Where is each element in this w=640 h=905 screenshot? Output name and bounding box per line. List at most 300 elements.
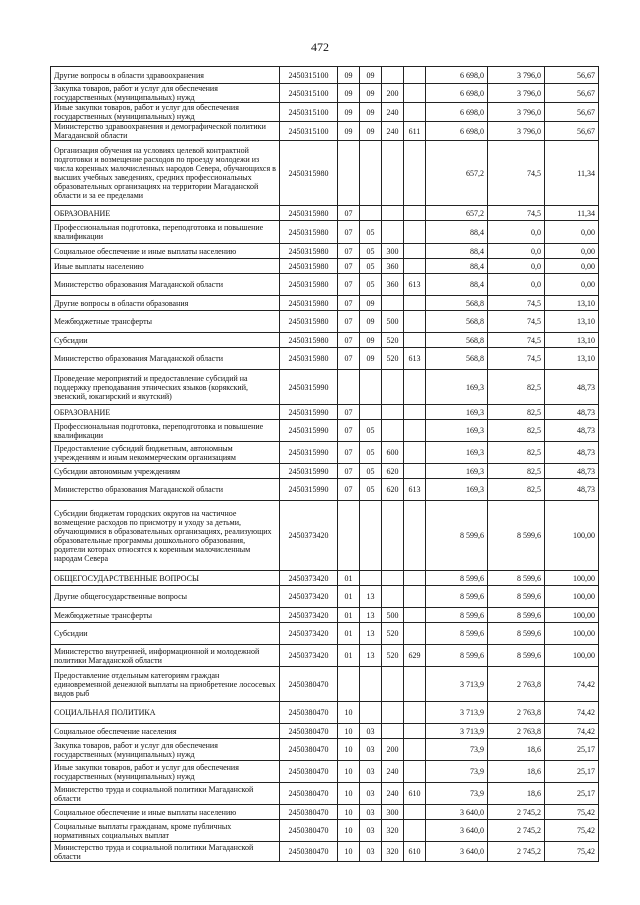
cell-subsection: 05 [360,221,382,244]
table-row [51,348,599,370]
cell-expense-type: 360 [382,274,404,296]
table-row [51,122,599,141]
cell-code: 2450315990 [280,405,338,420]
cell-name: Министерство образования Магаданской области [51,348,280,370]
table-row [51,623,599,645]
cell-section [338,501,360,571]
cell-percent: 48,73 [545,464,599,479]
cell-plan: 8 599,6 [426,586,488,608]
cell-expense-type: 300 [382,805,404,820]
cell-section: 07 [338,296,360,311]
cell-section: 09 [338,103,360,122]
cell-expense-type: 360 [382,259,404,274]
cell-expense-type: 500 [382,311,404,333]
table-row [51,244,599,259]
table-row [51,739,599,761]
cell-section: 10 [338,842,360,862]
cell-expense-type: 500 [382,608,404,623]
cell-plan: 169,3 [426,442,488,464]
cell-subsection: 03 [360,761,382,783]
cell-plan: 8 599,6 [426,623,488,645]
cell-expense-type: 200 [382,84,404,103]
cell-fact: 3 796,0 [488,103,545,122]
cell-percent: 25,17 [545,739,599,761]
cell-code: 2450315980 [280,244,338,259]
cell-name: Субсидии автономным учреждениям [51,464,280,479]
cell-name: Профессиональная подготовка, переподготовка и повышение квалификации [51,221,280,244]
cell-code: 2450315990 [280,442,338,464]
table-row [51,608,599,623]
cell-code: 2450315100 [280,103,338,122]
cell-plan: 568,8 [426,311,488,333]
cell-expense-type [382,370,404,405]
table-row [51,442,599,464]
cell-percent: 13,10 [545,296,599,311]
cell-percent: 56,67 [545,67,599,84]
table-row [51,405,599,420]
cell-percent: 75,42 [545,805,599,820]
cell-code: 2450373420 [280,645,338,667]
cell-expense-type: 320 [382,842,404,862]
cell-fact: 18,6 [488,783,545,805]
cell-fact: 2 763,8 [488,667,545,702]
cell-plan: 568,8 [426,348,488,370]
cell-subsection: 05 [360,259,382,274]
cell-subsection [360,667,382,702]
table-row [51,206,599,221]
cell-section: 07 [338,420,360,442]
cell-plan: 169,3 [426,405,488,420]
cell-expense-type [382,206,404,221]
cell-expense-type: 520 [382,645,404,667]
cell-code: 2450373420 [280,623,338,645]
cell-name: Другие общегосударственные вопросы [51,586,280,608]
cell-percent: 25,17 [545,783,599,805]
cell-section: 09 [338,84,360,103]
cell-percent: 100,00 [545,645,599,667]
page-number: 472 [311,40,329,54]
cell-plan: 568,8 [426,333,488,348]
cell-percent: 56,67 [545,103,599,122]
cell-name: Межбюджетные трансферты [51,311,280,333]
cell-section: 10 [338,761,360,783]
cell-code: 2450315980 [280,311,338,333]
cell-plan: 8 599,6 [426,645,488,667]
cell-expense-type: 520 [382,623,404,645]
cell-code: 2450380470 [280,820,338,842]
cell-expense-type: 620 [382,464,404,479]
cell-code: 2450315980 [280,206,338,221]
table-row [51,667,599,702]
table-row [51,702,599,724]
cell-section: 10 [338,820,360,842]
cell-subsection: 09 [360,296,382,311]
cell-subsection [360,206,382,221]
cell-subsection: 03 [360,739,382,761]
cell-plan: 657,2 [426,206,488,221]
cell-plan: 169,3 [426,370,488,405]
cell-percent: 74,42 [545,724,599,739]
cell-name: Закупка товаров, работ и услуг для обеспечения государственных (муниципальных) нужд [51,84,280,103]
cell-subsection [360,141,382,206]
cell-fact: 74,5 [488,311,545,333]
cell-code: 2450315100 [280,122,338,141]
cell-section: 07 [338,244,360,259]
cell-subsection [360,571,382,586]
table-row [51,586,599,608]
cell-plan: 73,9 [426,761,488,783]
cell-percent: 100,00 [545,571,599,586]
cell-name: СОЦИАЛЬНАЯ ПОЛИТИКА [51,702,280,724]
cell-expense-type [382,501,404,571]
cell-percent: 13,10 [545,348,599,370]
cell-code: 2450315990 [280,464,338,479]
cell-grbs [404,333,426,348]
cell-expense-type: 240 [382,761,404,783]
cell-grbs [404,206,426,221]
cell-fact: 2 745,2 [488,805,545,820]
cell-expense-type: 600 [382,442,404,464]
cell-percent: 100,00 [545,623,599,645]
cell-name: Предоставление субсидий бюджетным, автономным учреждениям и иным некоммерческим организациям [51,442,280,464]
cell-name: Предоставление отдельным категориям граждан единовременной денежной выплаты на приобретение лососевых видов рыб [51,667,280,702]
table-row [51,571,599,586]
cell-code: 2450373420 [280,608,338,623]
cell-section: 07 [338,442,360,464]
cell-subsection: 13 [360,586,382,608]
table-row [51,84,599,103]
cell-fact: 3 796,0 [488,67,545,84]
table-row [51,783,599,805]
table-body [51,67,599,862]
cell-grbs: 613 [404,274,426,296]
cell-code: 2450380470 [280,702,338,724]
cell-name: ОБРАЗОВАНИЕ [51,405,280,420]
cell-name: Профессиональная подготовка, переподготовка и повышение квалификации [51,420,280,442]
cell-grbs [404,501,426,571]
cell-percent: 100,00 [545,608,599,623]
cell-subsection [360,370,382,405]
cell-subsection: 13 [360,623,382,645]
table-row [51,274,599,296]
cell-subsection: 05 [360,442,382,464]
cell-name: Субсидии бюджетам городских округов на частичное возмещение расходов по присмотру и уходу за детьми, обучающимися в образовательных организациях, реализующих образовательные программы дошкольного образования, родители которых относятся к коренным малочисленным народам Севера [51,501,280,571]
cell-fact: 74,5 [488,141,545,206]
cell-fact: 8 599,6 [488,586,545,608]
cell-name: ОБЩЕГОСУДАРСТВЕННЫЕ ВОПРОСЫ [51,571,280,586]
cell-name: Министерство внутренней, информационной и молодежной политики Магаданской области [51,645,280,667]
cell-name: Другие вопросы в области образования [51,296,280,311]
cell-name: Министерство здравоохранения и демографической политики Магаданской области [51,122,280,141]
cell-code: 2450315980 [280,296,338,311]
cell-expense-type [382,571,404,586]
cell-grbs: 611 [404,122,426,141]
table-row [51,645,599,667]
cell-subsection [360,405,382,420]
cell-plan: 6 698,0 [426,67,488,84]
cell-grbs [404,442,426,464]
cell-expense-type [382,67,404,84]
cell-name: Иные закупки товаров, работ и услуг для обеспечения государственных (муниципальных) нужд [51,761,280,783]
cell-name: Иные выплаты населению [51,259,280,274]
cell-grbs [404,311,426,333]
cell-subsection [360,501,382,571]
cell-plan: 3 640,0 [426,805,488,820]
cell-plan: 6 698,0 [426,103,488,122]
cell-name: Проведение мероприятий и предоставление субсидий на поддержку преподавания этнических языков (корякский, эвенский, юкагирский и якутский) [51,370,280,405]
cell-expense-type: 320 [382,820,404,842]
cell-subsection: 09 [360,122,382,141]
cell-subsection: 09 [360,311,382,333]
cell-code: 2450315980 [280,259,338,274]
cell-grbs [404,221,426,244]
cell-code: 2450315980 [280,141,338,206]
cell-grbs [404,84,426,103]
cell-name: Социальные выплаты гражданам, кроме публичных нормативных социальных выплат [51,820,280,842]
cell-plan: 8 599,6 [426,571,488,586]
cell-name: Министерство труда и социальной политики Магаданской области [51,783,280,805]
cell-expense-type [382,586,404,608]
cell-fact: 82,5 [488,370,545,405]
cell-name: Социальное обеспечение населения [51,724,280,739]
cell-grbs [404,739,426,761]
cell-code: 2450380470 [280,805,338,820]
cell-section: 07 [338,348,360,370]
cell-grbs [404,702,426,724]
cell-section: 09 [338,122,360,141]
cell-plan: 568,8 [426,296,488,311]
cell-percent: 0,00 [545,244,599,259]
table-row [51,296,599,311]
cell-percent: 100,00 [545,501,599,571]
cell-percent: 75,42 [545,820,599,842]
cell-fact: 74,5 [488,348,545,370]
cell-name: Субсидии [51,623,280,645]
cell-percent: 56,67 [545,84,599,103]
cell-section [338,370,360,405]
cell-plan: 88,4 [426,274,488,296]
table-row [51,805,599,820]
cell-subsection: 09 [360,333,382,348]
table-row [51,820,599,842]
cell-code: 2450315980 [280,348,338,370]
cell-plan: 6 698,0 [426,122,488,141]
cell-expense-type [382,667,404,702]
cell-expense-type: 240 [382,783,404,805]
cell-plan: 6 698,0 [426,84,488,103]
cell-grbs [404,724,426,739]
cell-grbs: 613 [404,348,426,370]
cell-section: 07 [338,405,360,420]
table-row [51,221,599,244]
cell-percent: 48,73 [545,479,599,501]
cell-subsection: 09 [360,67,382,84]
cell-name: Министерство образования Магаданской области [51,479,280,501]
cell-fact: 8 599,6 [488,608,545,623]
cell-section: 07 [338,464,360,479]
cell-subsection: 03 [360,724,382,739]
cell-subsection [360,702,382,724]
cell-name: Организация обучения на условиях целевой контрактной подготовки и возмещение расходов по проезду молодежи из числа коренных малочисленных народов Севера, обучающихся в высших учебных заведениях, средних профессиональных образовательных организациях на территории Магаданской области и за ее пределами [51,141,280,206]
cell-grbs [404,667,426,702]
cell-percent: 11,34 [545,141,599,206]
cell-subsection: 05 [360,274,382,296]
cell-plan: 88,4 [426,259,488,274]
cell-subsection: 09 [360,348,382,370]
cell-subsection: 03 [360,842,382,862]
cell-grbs [404,608,426,623]
cell-code: 2450315980 [280,333,338,348]
cell-expense-type: 240 [382,122,404,141]
cell-section: 07 [338,206,360,221]
cell-section: 10 [338,783,360,805]
cell-percent: 75,42 [545,842,599,862]
cell-code: 2450380470 [280,842,338,862]
cell-expense-type: 620 [382,479,404,501]
cell-plan: 3 713,9 [426,724,488,739]
cell-plan: 8 599,6 [426,608,488,623]
cell-fact: 74,5 [488,296,545,311]
cell-percent: 11,34 [545,206,599,221]
cell-percent: 0,00 [545,274,599,296]
cell-grbs [404,370,426,405]
cell-fact: 8 599,6 [488,571,545,586]
cell-code: 2450315980 [280,221,338,244]
cell-plan: 169,3 [426,464,488,479]
cell-section: 07 [338,333,360,348]
cell-fact: 2 763,8 [488,702,545,724]
cell-plan: 3 640,0 [426,842,488,862]
cell-expense-type [382,702,404,724]
cell-fact: 3 796,0 [488,122,545,141]
cell-grbs: 613 [404,479,426,501]
cell-subsection: 13 [360,645,382,667]
cell-plan: 73,9 [426,739,488,761]
cell-section: 07 [338,221,360,244]
cell-expense-type: 200 [382,739,404,761]
cell-subsection: 05 [360,479,382,501]
cell-fact: 0,0 [488,259,545,274]
cell-percent: 0,00 [545,259,599,274]
table-row [51,333,599,348]
cell-section: 07 [338,311,360,333]
cell-code: 2450380470 [280,783,338,805]
cell-fact: 0,0 [488,244,545,259]
cell-grbs [404,464,426,479]
cell-percent: 48,73 [545,370,599,405]
cell-fact: 18,6 [488,761,545,783]
cell-percent: 74,42 [545,667,599,702]
cell-percent: 0,00 [545,221,599,244]
cell-grbs [404,244,426,259]
cell-plan: 3 713,9 [426,702,488,724]
table-row [51,370,599,405]
table-row [51,67,599,84]
cell-code: 2450315990 [280,370,338,405]
cell-fact: 82,5 [488,464,545,479]
cell-subsection: 05 [360,464,382,479]
cell-grbs [404,259,426,274]
cell-grbs [404,571,426,586]
cell-grbs [404,405,426,420]
cell-expense-type [382,724,404,739]
cell-plan: 169,3 [426,479,488,501]
cell-name: Министерство образования Магаданской области [51,274,280,296]
cell-name: Министерство труда и социальной политики Магаданской области [51,842,280,862]
cell-subsection: 05 [360,244,382,259]
cell-fact: 8 599,6 [488,501,545,571]
cell-code: 2450380470 [280,761,338,783]
cell-fact: 8 599,6 [488,645,545,667]
cell-plan: 88,4 [426,221,488,244]
cell-percent: 48,73 [545,420,599,442]
cell-code: 2450315100 [280,67,338,84]
cell-fact: 82,5 [488,442,545,464]
cell-section: 10 [338,702,360,724]
cell-grbs [404,586,426,608]
cell-grbs [404,141,426,206]
cell-section: 10 [338,805,360,820]
cell-name: Социальное обеспечение и иные выплаты населению [51,805,280,820]
table-row [51,420,599,442]
cell-fact: 82,5 [488,479,545,501]
cell-section: 07 [338,274,360,296]
cell-expense-type [382,221,404,244]
table-row [51,259,599,274]
cell-percent: 25,17 [545,761,599,783]
cell-expense-type: 520 [382,348,404,370]
cell-subsection: 03 [360,805,382,820]
cell-subsection: 09 [360,103,382,122]
table-row [51,311,599,333]
cell-percent: 48,73 [545,405,599,420]
cell-code: 2450373420 [280,571,338,586]
cell-fact: 0,0 [488,221,545,244]
cell-code: 2450315990 [280,420,338,442]
cell-section: 01 [338,586,360,608]
cell-subsection: 09 [360,84,382,103]
cell-name: Социальное обеспечение и иные выплаты населению [51,244,280,259]
cell-percent: 100,00 [545,586,599,608]
cell-plan: 88,4 [426,244,488,259]
table-row [51,842,599,862]
cell-fact: 82,5 [488,405,545,420]
cell-name: Иные закупки товаров, работ и услуг для обеспечения государственных (муниципальных) нужд [51,103,280,122]
cell-fact: 74,5 [488,333,545,348]
cell-expense-type: 240 [382,103,404,122]
cell-code: 2450380470 [280,739,338,761]
cell-plan: 8 599,6 [426,501,488,571]
cell-section: 07 [338,259,360,274]
cell-code: 2450380470 [280,724,338,739]
cell-code: 2450315980 [280,274,338,296]
cell-fact: 0,0 [488,274,545,296]
cell-name: Закупка товаров, работ и услуг для обеспечения государственных (муниципальных) нужд [51,739,280,761]
cell-expense-type [382,420,404,442]
cell-section [338,141,360,206]
cell-percent: 74,42 [545,702,599,724]
cell-grbs [404,103,426,122]
cell-code: 2450380470 [280,667,338,702]
cell-section [338,667,360,702]
budget-table [50,66,599,862]
cell-subsection: 03 [360,820,382,842]
cell-percent: 56,67 [545,122,599,141]
table-row [51,501,599,571]
cell-fact: 2 745,2 [488,820,545,842]
cell-expense-type [382,296,404,311]
cell-grbs [404,761,426,783]
